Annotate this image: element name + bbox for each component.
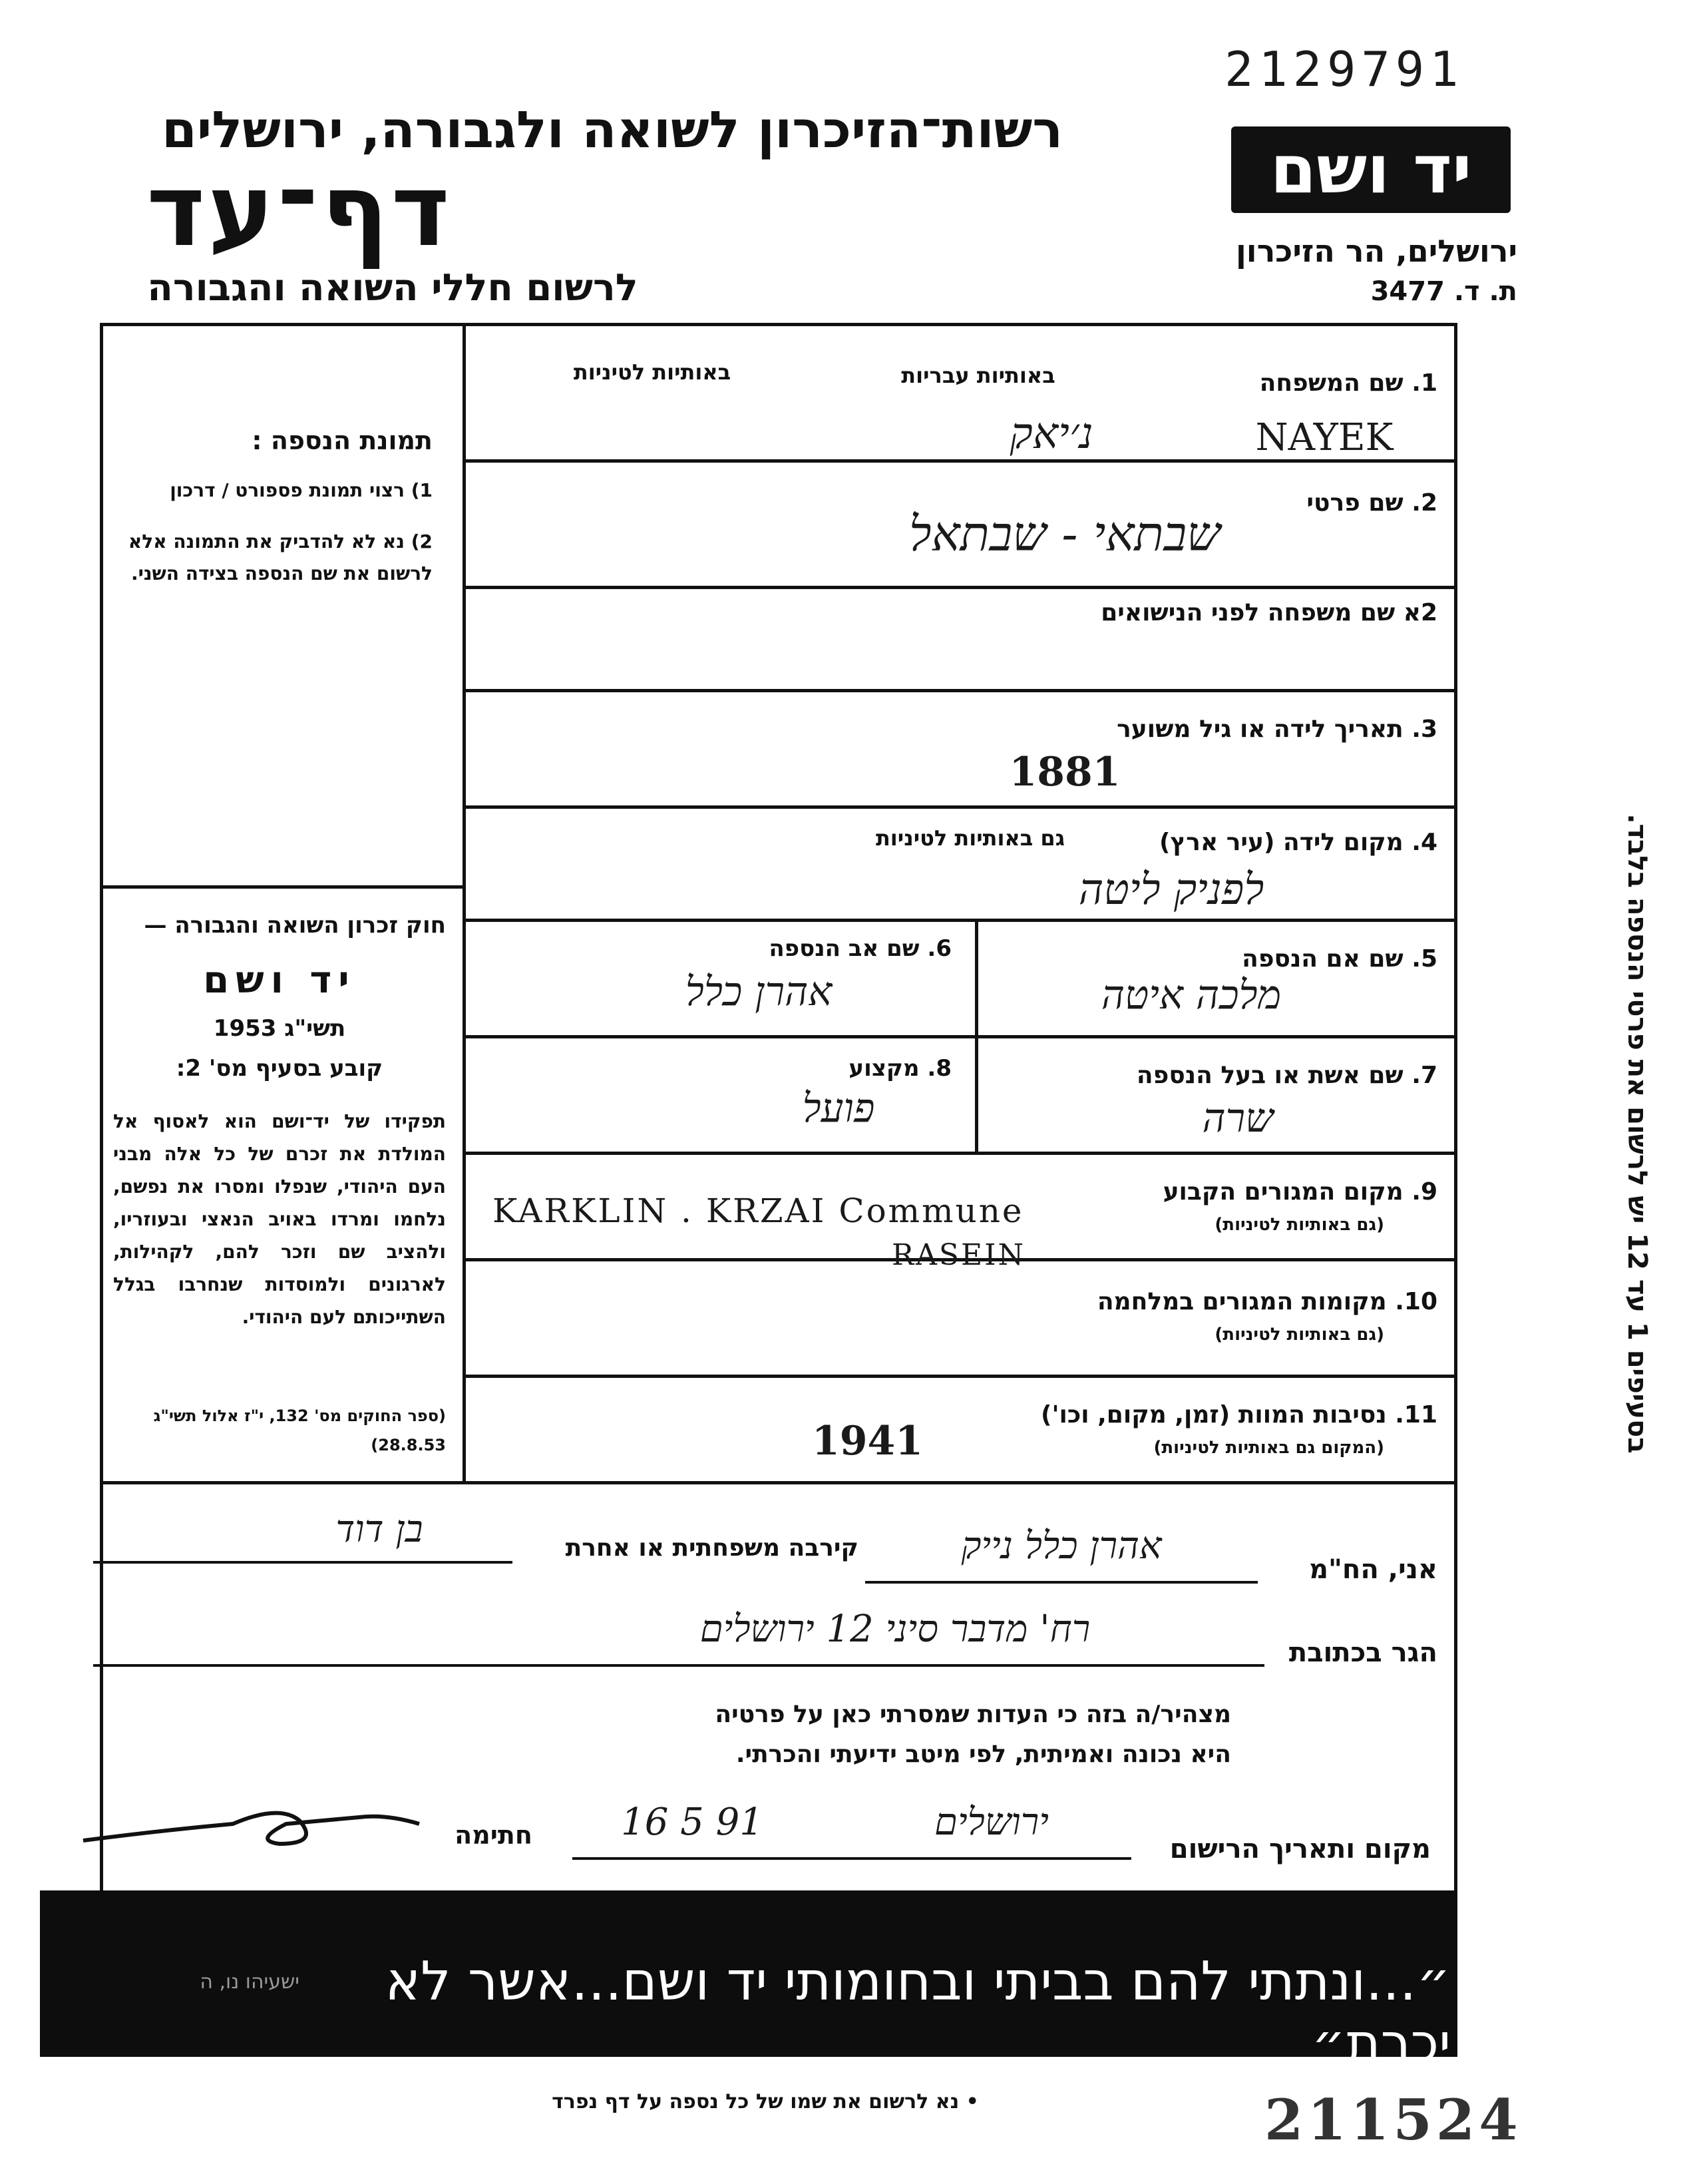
photo-note-title: תמונת הנספה : [252,426,433,455]
relation-line [93,1561,512,1564]
left-column-divider [463,326,466,1484]
field1-value-latin[interactable]: NAYEK [1255,416,1394,459]
document-number-bottom: 211524 [1264,2087,1522,2153]
law-title: חוק זכרון השואה והגבורה — [144,912,446,939]
left-column-bottom [100,1481,1457,1484]
side-note: בסעיפים 1 עד 12 יש לרשום את פרטי הנספה בלבד. [1622,813,1652,1454]
signature-mark [80,1784,426,1864]
field2a-divider [466,689,1457,692]
field4-value[interactable]: לפניק ליטה [1078,865,1264,915]
field1-hebrew-header: באותיות עבריות [901,363,1055,388]
yad-vashem-logo [1231,126,1511,213]
statement-line-1: מצהיר/ה בזה כי העדות שמסרתי כאן על פרטיה [715,1701,1231,1728]
verse-source: ישעיהו נו, ה [200,1970,299,1994]
field9-value-2[interactable]: RASEIN [892,1238,1026,1272]
field11-sub: (המקום גם באותיות לטיניות) [1153,1438,1384,1458]
authority-title: רשות־הזיכרון לשואה ולגבורה, ירושלים [162,100,1063,159]
field10-sub: (גם באותיות לטיניות) [1215,1325,1384,1345]
field1-value-hebrew[interactable]: נ׳יאק [1010,409,1093,459]
field4-label: 4. מקום לידה (עיר ארץ) [1159,829,1437,856]
field5-label: 5. שם אם הנספה [1242,945,1437,973]
field11-label: 11. נסיבות המוות (זמן, מקום, וכו') [1040,1401,1437,1428]
field1-latin-header: באותיות לטיניות [573,359,731,385]
address-line [93,1664,1264,1667]
law-name: יד ושם [203,959,356,1002]
relation-label: קירבה משפחתית או אחרת [565,1534,858,1562]
field56-vertical [975,922,978,1152]
page-subtitle: לרשום חללי השואה והגבורה [147,266,638,310]
photo-note-item2: 2) נא לא להדביק את התמונה אלא לרשום את שם הנספה בצידה השני. [128,531,433,584]
law-source: (ספר החוקים מס' 132, י"ז אלול תשי"ג 28.8.53) [153,1407,446,1454]
declarant-value[interactable]: אהרן כלל נייק [961,1524,1162,1568]
field7-value[interactable]: שרה [1202,1095,1274,1142]
field7-label: 7. שם אשת או בעל הנספה [1136,1062,1437,1089]
field3-value[interactable]: 1881 [1009,749,1121,795]
place-date-line [572,1857,1131,1860]
field9-value[interactable]: KARKLIN . KRZAI Commune [492,1192,1024,1230]
photo-law-divider [100,885,466,889]
field6-value[interactable]: אהרן כלל [685,969,833,1015]
field3-label: 3. תאריך לידה או גיל משוער [1117,716,1437,743]
field6-label: 6. שם אב הנספה [769,935,952,962]
pobox: ת. ד. 3477 [1370,276,1517,307]
field1-divider [466,459,1457,463]
document-number-top: 2129791 [1224,41,1464,97]
field11-value[interactable]: 1941 [812,1418,923,1464]
verse-banner [40,1890,1457,2074]
field2-divider [466,586,1457,589]
signature-label: חתימה [455,1821,532,1850]
field2-label: 2. שם פרטי [1306,489,1437,517]
field10-divider [466,1375,1457,1378]
logo-text: יד ושם [1270,130,1472,208]
law-clause: קובע בסעיף מס' 2: [176,1055,383,1082]
statement-line-2: היא נכונה ואמיתית, לפי מיטב ידיעתי והכרתי. [735,1741,1231,1768]
field78-divider [466,1152,1457,1155]
address-value[interactable]: רח' מדבר סיני 12 ירושלים [699,1608,1091,1651]
field8-label: 8. מקצוע [848,1055,952,1082]
place-value[interactable]: ירושלים [934,1801,1049,1844]
field1-label: 1. שם המשפחה [1259,369,1437,397]
page-title: דף־עד [146,153,453,269]
verse-text: ״...ונתתי להם בביתי ובחומותי יד ושם...אשר לא יכרת״ [385,1950,1451,2074]
field8-value[interactable]: פועל [802,1085,875,1132]
institution-address: ירושלים, הר הזיכרון [1235,233,1517,269]
law-text: תפקידו של יד־ושם הוא לאסוף אל המולדת את זכרם של כל אלה מבני העם היהודי, שנפלו ומסרו את נפשם, נלחמו ומרדו באויב הנאצי ובעוזריו, ולהציב שם וזכר להם, לקהילות, לארגונים ולמוסדות שנחרבו בגלל השתייכותם לעם היהודי. [113,1110,446,1328]
field2-value[interactable]: שבתאי - שבתאל [908,506,1221,562]
date-value[interactable]: 16 5 91 [621,1801,763,1844]
relation-value[interactable]: בן דוד [335,1508,423,1551]
field4-divider [466,919,1457,922]
field2a-label: 2א שם משפחה לפני הנישואים [1101,599,1437,626]
law-year: תשי"ג 1953 [213,1015,346,1042]
field5-value[interactable]: מלכה איטה [1101,972,1282,1018]
field9-label: 9. מקום המגורים הקבוע [1163,1178,1437,1205]
field4-latin-note: גם באותיות לטיניות [875,825,1065,851]
declarant-line [865,1581,1258,1584]
field56-divider [466,1035,1457,1038]
field9-sub: (גם באותיות לטיניות) [1215,1215,1384,1235]
field10-label: 10. מקומות המגורים במלחמה [1097,1288,1437,1315]
footer-note: • נא לרשום את שמו של כל נספה על דף נפרד [552,2090,979,2113]
declarant-label: אני, הח"מ [1309,1554,1437,1585]
photo-note-item1: 1) רצוי תמונת פספורט / דרכון [170,479,433,501]
place-date-label: מקום ותאריך הרישום [1169,1834,1431,1864]
address-label: הגר בכתובת [1288,1638,1437,1668]
field3-divider [466,805,1457,809]
